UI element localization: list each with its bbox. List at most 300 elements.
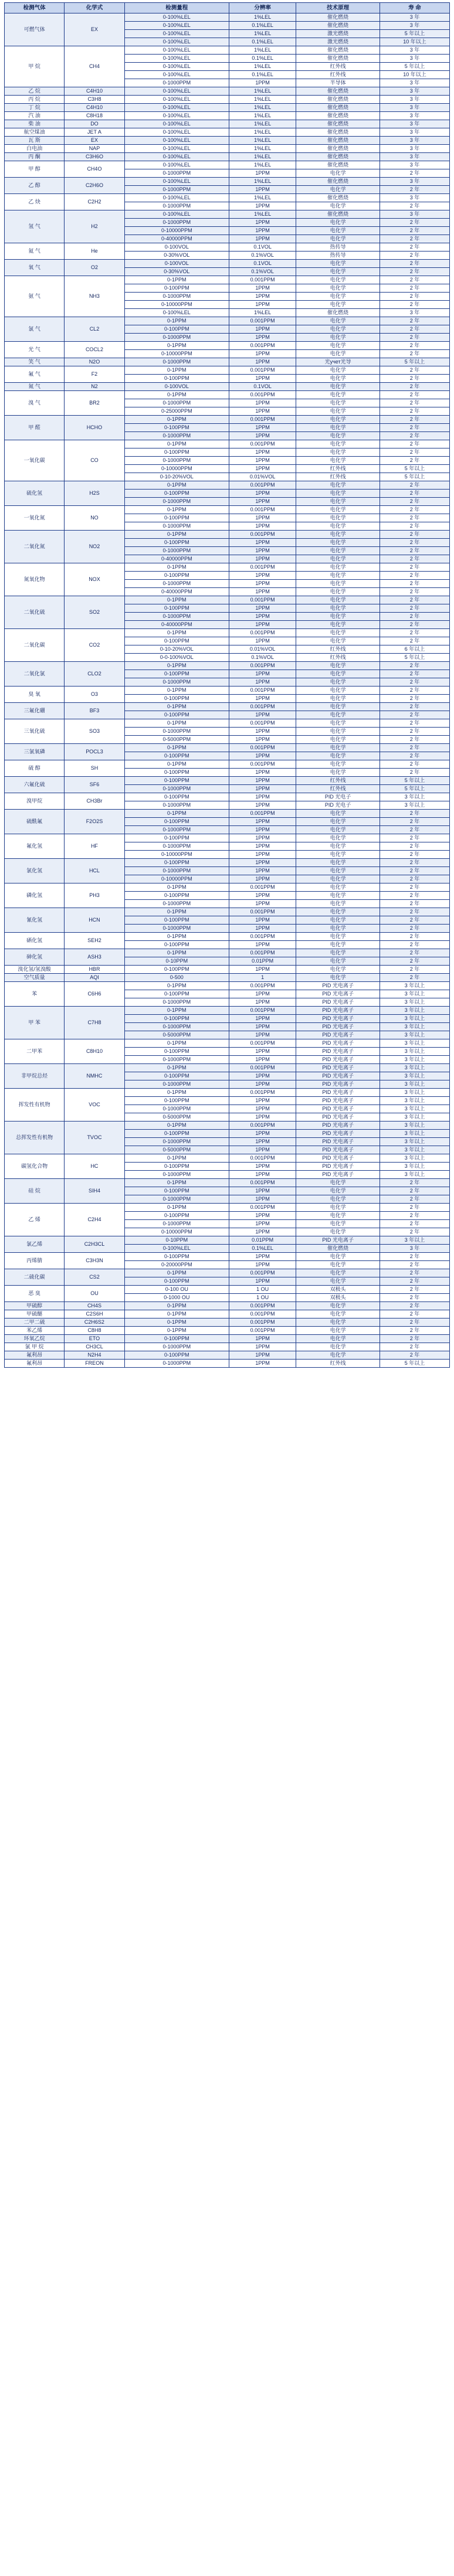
resolution-cell: 1PPM xyxy=(229,1195,296,1204)
lifetime-cell: 2 年 xyxy=(380,219,449,227)
gas-name-cell: 白电油 xyxy=(5,145,65,153)
lifetime-cell: 3 年以上 xyxy=(380,1031,449,1039)
resolution-cell: 1%LEL xyxy=(229,46,296,55)
technology-cell: 电化学 xyxy=(296,703,380,711)
resolution-cell: 1PPM xyxy=(229,637,296,645)
gas-name-cell: 丙 烷 xyxy=(5,96,65,104)
resolution-cell: 1PPM xyxy=(229,670,296,678)
technology-cell: PID 光电离子 xyxy=(296,1015,380,1023)
technology-cell: 电化学 xyxy=(296,908,380,916)
range-cell: 0-100PPM xyxy=(124,284,229,293)
gas-formula-cell: SIH4 xyxy=(65,1179,124,1204)
resolution-cell: 1PPM xyxy=(229,514,296,522)
gas-formula-cell: CLO2 xyxy=(65,662,124,687)
range-cell: 0-1PPM xyxy=(124,810,229,818)
technology-cell: 电化学 xyxy=(296,769,380,777)
range-cell: 0-100%LEL xyxy=(124,46,229,55)
lifetime-cell: 2 年 xyxy=(380,350,449,358)
lifetime-cell: 2 年 xyxy=(380,514,449,522)
technology-cell: 电化学 xyxy=(296,728,380,736)
technology-cell: 催化燃烧 xyxy=(296,1245,380,1253)
gas-name-cell: 丙烯腈 xyxy=(5,1253,65,1269)
gas-formula-cell: CO2 xyxy=(65,629,124,662)
range-cell: 0-25000PPM xyxy=(124,407,229,416)
lifetime-cell: 2 年 xyxy=(380,670,449,678)
resolution-cell: 1 OU xyxy=(229,1286,296,1294)
lifetime-cell: 5 年以上 xyxy=(380,654,449,662)
gas-formula-cell: NH3 xyxy=(65,276,124,317)
range-cell: 0-10000PPM xyxy=(124,875,229,883)
technology-cell: 电化学 xyxy=(296,268,380,276)
lifetime-cell: 2 年 xyxy=(380,284,449,293)
gas-formula-cell: HC xyxy=(65,1154,124,1179)
resolution-cell: 1PPM xyxy=(229,842,296,851)
range-cell: 0-1PPM xyxy=(124,629,229,637)
range-cell: 0-100%LEL xyxy=(124,210,229,219)
table-row xyxy=(5,120,450,128)
gas-name-cell: 六氟化硫 xyxy=(5,777,65,793)
resolution-cell: 1%LEL xyxy=(229,145,296,153)
lifetime-cell: 2 年 xyxy=(380,1286,449,1294)
range-cell: 0-40000PPM xyxy=(124,588,229,596)
gas-formula-cell: EX xyxy=(65,13,124,46)
lifetime-cell: 2 年 xyxy=(380,342,449,350)
lifetime-cell: 3 年 xyxy=(380,112,449,120)
gas-formula-cell: VOC xyxy=(65,1089,124,1122)
lifetime-cell: 3 年以上 xyxy=(380,1138,449,1146)
technology-cell: 电化学 xyxy=(296,481,380,490)
technology-cell: 电化学 xyxy=(296,555,380,563)
range-cell: 0-1000PPM xyxy=(124,785,229,793)
gas-name-cell: 甲 烷 xyxy=(5,46,65,87)
range-cell: 0-100%LEL xyxy=(124,22,229,30)
resolution-cell: 1PPM xyxy=(229,572,296,580)
resolution-cell: 1PPM xyxy=(229,293,296,301)
range-cell: 0-0-100%VOL xyxy=(124,654,229,662)
technology-cell: 催化燃烧 xyxy=(296,46,380,55)
resolution-cell: 0.1%LEL xyxy=(229,55,296,63)
range-cell: 0-100PPM xyxy=(124,1015,229,1023)
gas-name-cell: 二氧化氯 xyxy=(5,662,65,687)
range-cell: 0-100PPM xyxy=(124,637,229,645)
technology-cell: 电化学 xyxy=(296,202,380,210)
lifetime-cell: 3 年 xyxy=(380,210,449,219)
range-cell: 0-10-20%VOL xyxy=(124,645,229,654)
gas-formula-cell: N2 xyxy=(65,383,124,391)
resolution-cell: 1PPM xyxy=(229,490,296,498)
technology-cell: 电化学 xyxy=(296,1327,380,1335)
range-cell: 0-1PPM xyxy=(124,1269,229,1277)
range-cell: 0-100%LEL xyxy=(124,38,229,46)
gas-formula-cell: BF3 xyxy=(65,703,124,719)
technology-cell: 电化学 xyxy=(296,810,380,818)
range-cell: 0-1000PPM xyxy=(124,678,229,687)
gas-formula-cell: H2S xyxy=(65,481,124,506)
lifetime-cell: 2 年 xyxy=(380,1187,449,1195)
technology-cell: PID 光电离子 xyxy=(296,1007,380,1015)
range-cell: 0-100%LEL xyxy=(124,13,229,22)
gas-formula-cell: C2H2 xyxy=(65,194,124,210)
technology-cell: 电化学 xyxy=(296,760,380,769)
resolution-cell: 1PPM xyxy=(229,539,296,547)
lifetime-cell: 2 年 xyxy=(380,678,449,687)
technology-cell: PID 光电离子 xyxy=(296,1064,380,1072)
technology-cell: 电化学 xyxy=(296,432,380,440)
resolution-cell: 0.001PPM xyxy=(229,760,296,769)
resolution-cell: 0.1VOL xyxy=(229,383,296,391)
table-row xyxy=(5,1122,450,1130)
range-cell: 0-1000PPM xyxy=(124,202,229,210)
range-cell: 0-1000PPM xyxy=(124,1220,229,1228)
resolution-cell: 0.001PPM xyxy=(229,276,296,284)
column-header-formula: 化学式 xyxy=(65,3,124,13)
gas-formula-cell: PH3 xyxy=(65,883,124,908)
technology-cell: PID 光电离子 xyxy=(296,1122,380,1130)
technology-cell: PID 光电离子 xyxy=(296,1113,380,1122)
lifetime-cell: 2 年 xyxy=(380,736,449,744)
gas-formula-cell: CH4S xyxy=(65,1302,124,1310)
range-cell: 0-1PPM xyxy=(124,596,229,604)
table-row xyxy=(5,178,450,186)
lifetime-cell: 2 年 xyxy=(380,268,449,276)
range-cell: 0-100%LEL xyxy=(124,153,229,161)
lifetime-cell: 3 年以上 xyxy=(380,1130,449,1138)
technology-cell: 电化学 xyxy=(296,916,380,925)
lifetime-cell: 2 年 xyxy=(380,974,449,982)
resolution-cell: 1PPM xyxy=(229,752,296,760)
resolution-cell: 1PPM xyxy=(229,169,296,178)
technology-cell: 红外线 xyxy=(296,654,380,662)
gas-name-cell: 氧 气 xyxy=(5,260,65,276)
technology-cell: 电化学 xyxy=(296,867,380,875)
range-cell: 0-1PPM xyxy=(124,1154,229,1163)
technology-cell: 电化学 xyxy=(296,588,380,596)
resolution-cell: 1PPM xyxy=(229,522,296,531)
resolution-cell: 1PPM xyxy=(229,325,296,334)
gas-formula-cell: HF xyxy=(65,834,124,859)
range-cell: 0-1000PPM xyxy=(124,842,229,851)
table-row xyxy=(5,1269,450,1277)
resolution-cell: 1PPM xyxy=(229,851,296,859)
resolution-cell: 1PPM xyxy=(229,916,296,925)
technology-cell: 电化学 xyxy=(296,342,380,350)
range-cell: 0-100PPM xyxy=(124,1253,229,1261)
lifetime-cell: 2 年 xyxy=(380,621,449,629)
technology-cell: 电化学 xyxy=(296,334,380,342)
table-row xyxy=(5,596,450,604)
range-cell: 0-1000PPM xyxy=(124,334,229,342)
range-cell: 0-1000PPM xyxy=(124,1056,229,1064)
gas-formula-cell: NO xyxy=(65,506,124,531)
lifetime-cell: 2 年 xyxy=(380,227,449,235)
lifetime-cell: 2 年 xyxy=(380,933,449,941)
lifetime-cell: 2 年 xyxy=(380,859,449,867)
resolution-cell: 1 OU xyxy=(229,1294,296,1302)
range-cell: 0-100PPM xyxy=(124,818,229,826)
lifetime-cell: 2 年 xyxy=(380,1277,449,1286)
resolution-cell: 1PPM xyxy=(229,785,296,793)
gas-name-cell: 三氧化硫 xyxy=(5,719,65,744)
range-cell: 0-10-20%VOL xyxy=(124,473,229,481)
lifetime-cell: 2 年 xyxy=(380,703,449,711)
lifetime-cell: 2 年 xyxy=(380,925,449,933)
technology-cell: 电化学 xyxy=(296,834,380,842)
technology-cell: PID 光电离子 xyxy=(296,1236,380,1245)
lifetime-cell: 2 年 xyxy=(380,711,449,719)
resolution-cell: 1PPM xyxy=(229,621,296,629)
gas-name-cell: 笑 气 xyxy=(5,358,65,366)
lifetime-cell: 2 年 xyxy=(380,563,449,572)
technology-cell: PID 光电离子 xyxy=(296,1097,380,1105)
range-cell: 0-100PPM xyxy=(124,777,229,785)
technology-cell: 电化学 xyxy=(296,966,380,974)
table-row xyxy=(5,1360,450,1368)
table-row xyxy=(5,1310,450,1318)
lifetime-cell: 2 年 xyxy=(380,276,449,284)
technology-cell: 电化学 xyxy=(296,1310,380,1318)
gas-formula-cell: BR2 xyxy=(65,391,124,416)
gas-name-cell: 光 气 xyxy=(5,342,65,358)
resolution-cell: 0.001PPM xyxy=(229,1039,296,1048)
gas-formula-cell: TVOC xyxy=(65,1122,124,1154)
resolution-cell: 1PPM xyxy=(229,1277,296,1286)
range-cell: 0-100 OU xyxy=(124,1286,229,1294)
technology-cell: 电化学 xyxy=(296,1302,380,1310)
gas-name-cell: 氯乙烯 xyxy=(5,1236,65,1253)
lifetime-cell: 3 年以上 xyxy=(380,982,449,990)
gas-formula-cell: C6H6 xyxy=(65,982,124,1007)
table-row xyxy=(5,883,450,892)
lifetime-cell: 3 年 xyxy=(380,153,449,161)
table-row xyxy=(5,933,450,941)
resolution-cell: 0.001PPM xyxy=(229,949,296,957)
gas-name-cell: 丁 烷 xyxy=(5,104,65,112)
technology-cell: 电化学 xyxy=(296,687,380,695)
range-cell: 0-100PPM xyxy=(124,1163,229,1171)
technology-cell: 电化学 xyxy=(296,407,380,416)
technology-cell: PID 光电离子 xyxy=(296,1163,380,1171)
resolution-cell: 0.001PPM xyxy=(229,662,296,670)
gas-formula-cell: C8H8 xyxy=(65,1327,124,1335)
range-cell: 0-100%LEL xyxy=(124,112,229,120)
range-cell: 0-1PPM xyxy=(124,391,229,399)
lifetime-cell: 2 年 xyxy=(380,719,449,728)
resolution-cell: 0.001PPM xyxy=(229,563,296,572)
technology-cell: 电化学 xyxy=(296,1204,380,1212)
gas-name-cell: 氟 气 xyxy=(5,366,65,383)
lifetime-cell: 3 年 xyxy=(380,22,449,30)
gas-name-cell: 氟利昂 xyxy=(5,1360,65,1368)
lifetime-cell: 3 年 xyxy=(380,161,449,169)
range-cell: 0-1000PPM xyxy=(124,1080,229,1089)
resolution-cell: 1PPM xyxy=(229,1163,296,1171)
table-row xyxy=(5,982,450,990)
resolution-cell: 1PPM xyxy=(229,555,296,563)
lifetime-cell: 3 年以上 xyxy=(380,1122,449,1130)
gas-formula-cell: CH3CL xyxy=(65,1343,124,1351)
technology-cell: 电化学 xyxy=(296,637,380,645)
technology-cell: PID 光电离子 xyxy=(296,1171,380,1179)
gas-name-cell: 氢 气 xyxy=(5,210,65,243)
lifetime-cell: 2 年 xyxy=(380,424,449,432)
resolution-cell: 1PPM xyxy=(229,1031,296,1039)
lifetime-cell: 5 年以上 xyxy=(380,465,449,473)
resolution-cell: 0.1%LEL xyxy=(229,22,296,30)
technology-cell: 电化学 xyxy=(296,301,380,309)
resolution-cell: 1PPM xyxy=(229,465,296,473)
range-cell: 0-1000PPM xyxy=(124,1195,229,1204)
range-cell: 0-10PPM xyxy=(124,1236,229,1245)
technology-cell: 催化燃烧 xyxy=(296,104,380,112)
lifetime-cell: 2 年 xyxy=(380,687,449,695)
range-cell: 0-100PPM xyxy=(124,769,229,777)
technology-cell: 双极头 xyxy=(296,1294,380,1302)
technology-cell: 红外线 xyxy=(296,465,380,473)
technology-cell: 红外线 xyxy=(296,785,380,793)
lifetime-cell: 2 年 xyxy=(380,506,449,514)
gas-formula-cell: C7H8 xyxy=(65,1007,124,1039)
table-row xyxy=(5,366,450,375)
gas-formula-cell: N2O xyxy=(65,358,124,366)
range-cell: 0-100PPM xyxy=(124,752,229,760)
table-row xyxy=(5,1302,450,1310)
range-cell: 0-100PPM xyxy=(124,514,229,522)
gas-formula-cell: HCL xyxy=(65,859,124,883)
range-cell: 0-1PPM xyxy=(124,1064,229,1072)
lifetime-cell: 3 年以上 xyxy=(380,1039,449,1048)
lifetime-cell: 2 年 xyxy=(380,900,449,908)
gas-name-cell: 三氯氧磷 xyxy=(5,744,65,760)
gas-formula-cell: HCN xyxy=(65,908,124,933)
resolution-cell: 1PPM xyxy=(229,818,296,826)
resolution-cell: 1PPM xyxy=(229,547,296,555)
lifetime-cell: 2 年 xyxy=(380,498,449,506)
range-cell: 0-1000PPM xyxy=(124,867,229,875)
technology-cell: PID 光电离子 xyxy=(296,1023,380,1031)
range-cell: 0-1PPM xyxy=(124,317,229,325)
technology-cell: 电化学 xyxy=(296,1318,380,1327)
resolution-cell: 1PPM xyxy=(229,900,296,908)
resolution-cell: 0.001PPM xyxy=(229,1179,296,1187)
resolution-cell: 1PPM xyxy=(229,1072,296,1080)
technology-cell: 电化学 xyxy=(296,539,380,547)
resolution-cell: 1PPM xyxy=(229,925,296,933)
technology-cell: 电化学 xyxy=(296,859,380,867)
lifetime-cell: 3 年 xyxy=(380,1245,449,1253)
gas-formula-cell: NOX xyxy=(65,563,124,596)
gas-name-cell: 二氧化硫 xyxy=(5,596,65,629)
resolution-cell: 1PPM xyxy=(229,728,296,736)
resolution-cell: 1PPM xyxy=(229,695,296,703)
gas-formula-cell: COCL2 xyxy=(65,342,124,358)
range-cell: 0-1000PPM xyxy=(124,1360,229,1368)
range-cell: 0-1PPM xyxy=(124,1204,229,1212)
resolution-cell: 1PPM xyxy=(229,498,296,506)
range-cell: 0-1PPM xyxy=(124,883,229,892)
technology-cell: 电化学 xyxy=(296,736,380,744)
gas-name-cell: 溴甲烷 xyxy=(5,793,65,810)
gas-name-cell: 非甲烷总烃 xyxy=(5,1064,65,1089)
gas-name-cell: 硅 烷 xyxy=(5,1179,65,1204)
resolution-cell: 1PPM xyxy=(229,227,296,235)
range-cell: 0-1PPM xyxy=(124,1302,229,1310)
table-row xyxy=(5,793,450,801)
technology-cell: 催化燃烧 xyxy=(296,210,380,219)
technology-cell: PID 光电离子 xyxy=(296,990,380,998)
resolution-cell: 1%LEL xyxy=(229,137,296,145)
technology-cell: 电化学 xyxy=(296,662,380,670)
technology-cell: 电化学 xyxy=(296,366,380,375)
lifetime-cell: 2 年 xyxy=(380,695,449,703)
technology-cell: 热传导 xyxy=(296,243,380,252)
lifetime-cell: 2 年 xyxy=(380,883,449,892)
range-cell: 0-100PPM xyxy=(124,793,229,801)
technology-cell: 电化学 xyxy=(296,391,380,399)
technology-cell: 催化燃烧 xyxy=(296,55,380,63)
technology-cell: 红外线 xyxy=(296,1360,380,1368)
resolution-cell: 1PPM xyxy=(229,678,296,687)
range-cell: 0-100%LEL xyxy=(124,145,229,153)
gas-name-cell: 汽 油 xyxy=(5,112,65,120)
column-header-lifetime: 寿 命 xyxy=(380,3,449,13)
resolution-cell: 1%LEL xyxy=(229,161,296,169)
lifetime-cell: 2 年 xyxy=(380,555,449,563)
range-cell: 0-1000PPM xyxy=(124,1343,229,1351)
lifetime-cell: 3 年 xyxy=(380,87,449,96)
gas-formula-cell: SEH2 xyxy=(65,933,124,949)
lifetime-cell: 5 年以上 xyxy=(380,30,449,38)
gas-formula-cell: CS2 xyxy=(65,1269,124,1286)
table-row xyxy=(5,243,450,252)
gas-formula-cell: JET A xyxy=(65,128,124,137)
resolution-cell: 1PPM xyxy=(229,448,296,457)
technology-cell: PID 光电离子 xyxy=(296,1080,380,1089)
technology-cell: PID 光电子 xyxy=(296,793,380,801)
lifetime-cell: 2 年 xyxy=(380,522,449,531)
table-row xyxy=(5,260,450,268)
lifetime-cell: 2 年 xyxy=(380,301,449,309)
range-cell: 0-1PPM xyxy=(124,563,229,572)
gas-name-cell: 恶 臭 xyxy=(5,1286,65,1302)
lifetime-cell: 2 年 xyxy=(380,867,449,875)
resolution-cell: 1PPM xyxy=(229,1253,296,1261)
gas-name-cell: 砷化氢 xyxy=(5,949,65,966)
gas-formula-cell: NAP xyxy=(65,145,124,153)
lifetime-cell: 2 年 xyxy=(380,481,449,490)
lifetime-cell: 3 年 xyxy=(380,178,449,186)
table-row xyxy=(5,1343,450,1351)
gas-formula-cell: C4H10 xyxy=(65,87,124,96)
resolution-cell: 1PPM xyxy=(229,580,296,588)
technology-cell: 电化学 xyxy=(296,531,380,539)
range-cell: 0-100PPM xyxy=(124,375,229,383)
lifetime-cell: 3 年 xyxy=(380,128,449,137)
table-row xyxy=(5,13,450,22)
lifetime-cell: 2 年 xyxy=(380,317,449,325)
range-cell: 0-5000PPM xyxy=(124,1146,229,1154)
resolution-cell: 0.1%LEL xyxy=(229,38,296,46)
table-row xyxy=(5,563,450,572)
resolution-cell: 0.01PPM xyxy=(229,1236,296,1245)
technology-cell: 催化燃烧 xyxy=(296,137,380,145)
range-cell: 0-100PPM xyxy=(124,1130,229,1138)
range-cell: 0-1000PPM xyxy=(124,399,229,407)
lifetime-cell: 2 年 xyxy=(380,186,449,194)
lifetime-cell: 2 年 xyxy=(380,375,449,383)
resolution-cell: 1%LEL xyxy=(229,178,296,186)
table-row xyxy=(5,1039,450,1048)
lifetime-cell: 2 年 xyxy=(380,1294,449,1302)
